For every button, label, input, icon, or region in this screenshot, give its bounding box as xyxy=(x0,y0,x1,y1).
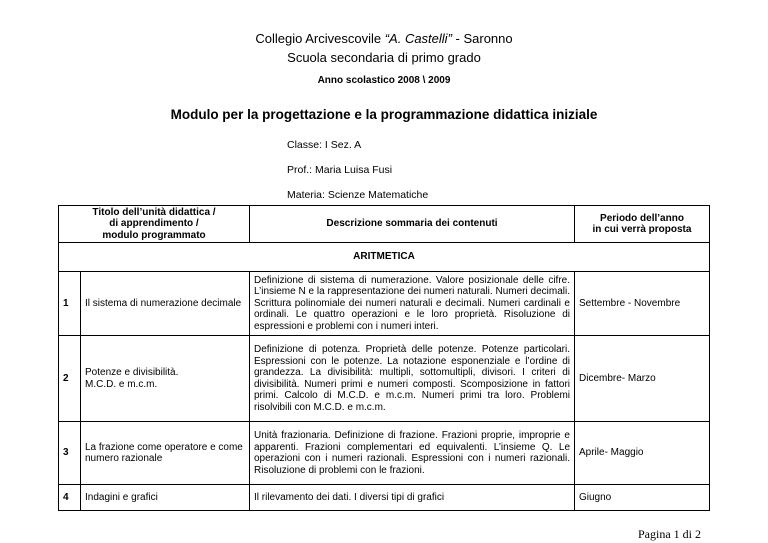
school-year: Anno scolastico 2008 \ 2009 xyxy=(317,75,451,86)
school-name-italic: “A. Castelli” xyxy=(384,31,452,46)
section-title: ARITMETICA xyxy=(59,243,710,272)
row-description: Unità frazionaria. Definizione di frazione. Frazioni proprie, improprie e apparenti. Frazioni complementari ed equivalenti. L’insieme Q. Le operazioni con i numeri razionali. Espressioni con i numeri razionali. Risoluzione di problemi con le frazioni. xyxy=(250,422,575,485)
table-row xyxy=(59,485,710,511)
row-period: Settembre - Novembre xyxy=(575,272,710,336)
row-number: 1 xyxy=(59,272,81,336)
table-header-row xyxy=(59,206,710,243)
table-row xyxy=(59,272,710,336)
row-period: Giugno xyxy=(575,485,710,511)
subject-info: Materia: Scienze Matematiche xyxy=(287,189,429,201)
table-row xyxy=(59,422,710,485)
document-title: Modulo per la progettazione e la programmazione didattica iniziale xyxy=(170,107,598,122)
page-number: Pagina 1 di 2 xyxy=(638,527,701,541)
class-info: Classe: I Sez. A xyxy=(287,139,362,151)
row-title: Indagini e grafici xyxy=(81,485,250,511)
header-period-column: Periodo dell’anno in cui verrà proposta xyxy=(575,206,710,243)
header-description-column: Descrizione sommaria dei contenuti xyxy=(250,206,575,243)
row-number: 2 xyxy=(59,336,81,422)
row-description: Definizione di sistema di numerazione. Valore posizionale delle cifre. L’insieme N e la rappresentazione dei numeri naturali. Numeri decimali. Scrittura polinomiale dei numeri naturali e decimali. Numeri cardinali e ordinali. Le quattro operazioni e le loro proprietà. Risoluzione di espressioni e problemi con i numeri interi. xyxy=(250,272,575,336)
row-number: 3 xyxy=(59,422,81,485)
row-description: Il rilevamento dei dati. I diversi tipi di grafici xyxy=(250,485,575,511)
school-level: Scuola secondaria di primo grado xyxy=(287,50,481,65)
table-row xyxy=(59,336,710,422)
teacher-info: Prof.: Maria Luisa Fusi xyxy=(287,164,393,176)
programming-table xyxy=(58,205,710,511)
row-description: Definizione di potenza. Proprietà delle potenze. Potenze particolari. Espressioni con le potenze. La notazione esponenziale e l’ordine di grandezza. La divisibilità: multipli, sottomultipli, divisori. I criteri di divisibilità. Numeri primi e numeri composti. Scomposizione in fattori primi. Calcolo di M.C.D. e m.c.m. Numeri primi tra loro. Problemi risolvibili con M.C.D. e m.c.m. xyxy=(250,336,575,422)
row-period: Aprile- Maggio xyxy=(575,422,710,485)
row-title: Il sistema di numerazione decimale xyxy=(81,272,250,336)
section-row xyxy=(59,243,710,272)
row-period: Dicembre- Marzo xyxy=(575,336,710,422)
header-title-column: Titolo dell’unità didattica / di apprendimento / modulo programmato xyxy=(59,206,250,243)
school-name-line: Collegio Arcivescovile “A. Castelli” - Saronno xyxy=(255,31,513,46)
row-title: La frazione come operatore e come numero razionale xyxy=(81,422,250,485)
row-number: 4 xyxy=(59,485,81,511)
row-title: Potenze e divisibilità. M.C.D. e m.c.m. xyxy=(81,336,250,422)
